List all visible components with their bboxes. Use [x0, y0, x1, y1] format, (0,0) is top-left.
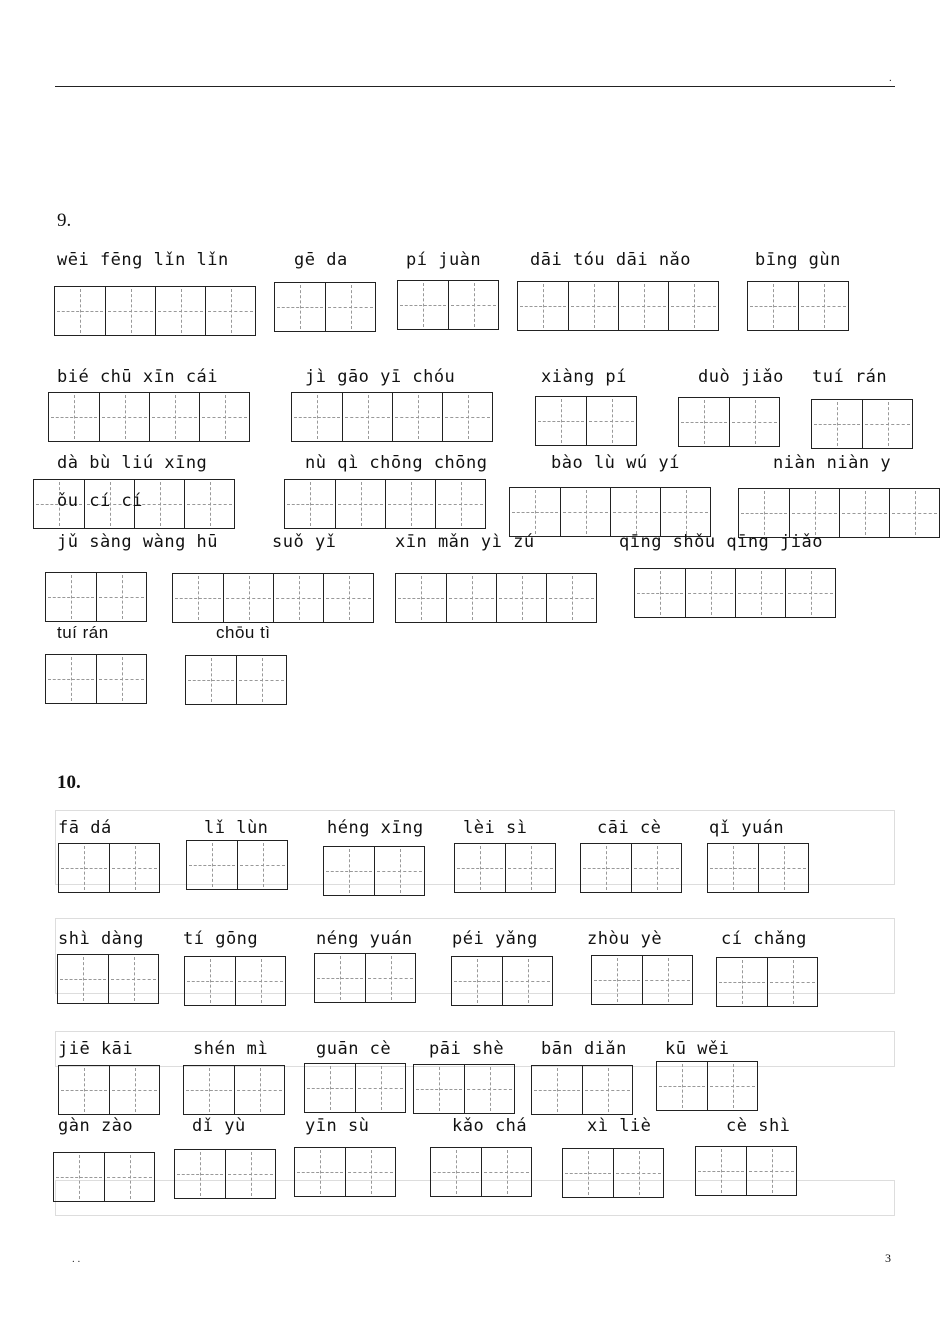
writing-grid[interactable] — [58, 843, 160, 893]
writing-grid[interactable] — [54, 286, 256, 336]
pinyin-label: zhòu yè — [587, 929, 663, 949]
writing-grid[interactable] — [738, 488, 940, 538]
section-number: 10. — [57, 772, 81, 793]
pinyin-label: xì liè — [587, 1116, 652, 1136]
writing-grid[interactable] — [186, 840, 288, 890]
pinyin-label: bié chū xīn cái — [57, 367, 219, 387]
pinyin-label: guān cè — [316, 1039, 392, 1059]
writing-grid[interactable] — [291, 392, 493, 442]
writing-grid[interactable] — [531, 1065, 633, 1115]
writing-grid[interactable] — [294, 1147, 396, 1197]
pinyin-label: duò jiǎo — [698, 367, 784, 387]
writing-grid[interactable] — [707, 843, 809, 893]
writing-grid[interactable] — [517, 281, 719, 331]
pinyin-label: gē da — [294, 250, 348, 270]
pinyin-label: shì dàng — [58, 929, 144, 949]
pinyin-label: lèi sì — [463, 818, 528, 838]
writing-grid[interactable] — [304, 1063, 406, 1113]
writing-grid[interactable] — [53, 1152, 155, 1202]
writing-grid[interactable] — [591, 955, 693, 1005]
writing-grid[interactable] — [284, 479, 486, 529]
writing-grid[interactable] — [274, 282, 376, 332]
writing-grid[interactable] — [562, 1148, 664, 1198]
writing-grid[interactable] — [45, 572, 147, 622]
pinyin-label: gàn zào — [58, 1116, 134, 1136]
pinyin-label: néng yuán — [316, 929, 413, 949]
pinyin-label: qǐ yuán — [709, 818, 785, 838]
writing-grid[interactable] — [314, 953, 416, 1003]
pinyin-label: jì gāo yī chóu — [305, 367, 456, 387]
pinyin-label: yīn sù — [305, 1116, 370, 1136]
pinyin-label: pí juàn — [406, 250, 482, 270]
pinyin-label: bīng gùn — [755, 250, 841, 270]
pinyin-label: kū wěi — [665, 1039, 730, 1059]
pinyin-label: tuí rán — [57, 623, 109, 642]
pinyin-label: wēi fēng lǐn lǐn — [57, 250, 229, 270]
pinyin-label: cāi cè — [597, 818, 662, 838]
writing-grid[interactable] — [413, 1064, 515, 1114]
writing-grid[interactable] — [811, 399, 913, 449]
footer-dots: . . — [72, 1253, 81, 1265]
page-number: 3 — [885, 1251, 891, 1265]
pinyin-label: jiē kāi — [58, 1039, 134, 1059]
header-rule — [55, 86, 895, 87]
writing-grid[interactable] — [656, 1061, 758, 1111]
writing-grid[interactable] — [184, 956, 286, 1006]
writing-grid[interactable] — [535, 396, 637, 446]
pinyin-label: pāi shè — [429, 1039, 505, 1059]
pinyin-label: dà bù liú xīng — [57, 453, 208, 473]
writing-grid[interactable] — [580, 843, 682, 893]
pinyin-label: xīn mǎn yì zú — [395, 532, 535, 552]
pinyin-label: jǔ sàng wàng hū — [57, 532, 219, 552]
writing-grid[interactable] — [397, 280, 499, 330]
writing-grid[interactable] — [185, 655, 287, 705]
writing-grid[interactable] — [695, 1146, 797, 1196]
pinyin-label: qīng shǒu qīng jiǎo — [619, 532, 823, 552]
pinyin-label: chōu tì — [216, 623, 271, 642]
pinyin-label: tí gōng — [183, 929, 259, 949]
pinyin-label: shén mì — [193, 1039, 269, 1059]
pinyin-label: nù qì chōng chōng — [305, 453, 488, 473]
pinyin-label: niàn niàn y — [773, 453, 892, 473]
writing-grid[interactable] — [509, 487, 711, 537]
writing-grid[interactable] — [716, 957, 818, 1007]
writing-grid[interactable] — [183, 1065, 285, 1115]
pinyin-label: dāi tóu dāi nǎo — [530, 250, 692, 270]
writing-grid[interactable] — [172, 573, 374, 623]
writing-grid[interactable] — [45, 654, 147, 704]
pinyin-label: suǒ yǐ — [272, 532, 337, 552]
pinyin-label: kǎo chá — [452, 1116, 528, 1136]
pinyin-label: tuí rán — [812, 367, 888, 387]
writing-grid[interactable] — [48, 392, 250, 442]
pinyin-label: cè shì — [726, 1116, 791, 1136]
writing-grid[interactable] — [451, 956, 553, 1006]
writing-grid[interactable] — [454, 843, 556, 893]
pinyin-label: bào lù wú yí — [551, 453, 680, 473]
writing-grid[interactable] — [747, 281, 849, 331]
pinyin-label: bān diǎn — [541, 1039, 627, 1059]
section-number: 9. — [57, 210, 72, 231]
pinyin-label: cí chǎng — [721, 929, 807, 949]
pinyin-label: lǐ lùn — [204, 818, 269, 838]
writing-grid[interactable] — [323, 846, 425, 896]
pinyin-label: péi yǎng — [452, 929, 538, 949]
writing-grid[interactable] — [395, 573, 597, 623]
pinyin-label: fā dá — [58, 818, 112, 838]
header-corner-mark: . — [889, 72, 892, 84]
pinyin-label: héng xīng — [327, 818, 424, 838]
writing-grid[interactable] — [57, 954, 159, 1004]
pinyin-label: xiàng pí — [541, 367, 627, 387]
pinyin-label: dǐ yù — [192, 1116, 246, 1136]
writing-grid[interactable] — [634, 568, 836, 618]
writing-grid[interactable] — [174, 1149, 276, 1199]
writing-grid[interactable] — [58, 1065, 160, 1115]
pinyin-label: ǒu cí cí — [57, 491, 143, 511]
writing-grid[interactable] — [678, 397, 780, 447]
writing-grid[interactable] — [430, 1147, 532, 1197]
